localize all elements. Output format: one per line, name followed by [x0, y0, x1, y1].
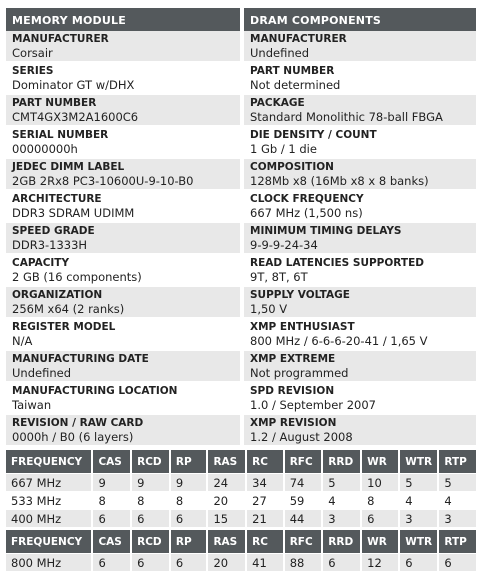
table-cell: 9	[171, 473, 209, 491]
table-cell: 21	[247, 509, 285, 527]
dram-spec-cell	[244, 255, 476, 285]
table-cell: 6	[132, 553, 171, 571]
dram-components-header: DRAM COMPONENTS	[244, 8, 476, 32]
column-header: WTR	[400, 450, 439, 473]
memory-module-header: MEMORY MODULE	[6, 8, 240, 32]
spec-value: Corsair	[12, 46, 53, 60]
spec-label: SERIAL NUMBER	[12, 129, 109, 141]
spec-label: MINIMUM TIMING DELAYS	[250, 225, 402, 237]
spec-row	[6, 191, 476, 221]
column-header: RC	[247, 450, 285, 473]
spec-label: CLOCK FREQUENCY	[250, 193, 364, 205]
table-cell: 533 MHz	[6, 491, 93, 509]
spec-row	[6, 127, 476, 157]
table-cell: 6	[171, 509, 209, 527]
table-cell: 74	[285, 473, 324, 491]
spec-label: SPEED GRADE	[12, 225, 95, 237]
table-cell: 4	[323, 491, 362, 509]
spec-value: 1.2 / August 2008	[250, 430, 353, 444]
spec-value: 256M x64 (2 ranks)	[12, 302, 125, 316]
column-header: RFC	[285, 450, 324, 473]
spec-label: JEDEC DIMM LABEL	[12, 161, 125, 173]
table-cell: 10	[362, 473, 400, 491]
timing-header-row	[6, 530, 476, 553]
spec-value: 1,50 V	[250, 302, 288, 316]
module-spec-cell	[6, 255, 240, 285]
spec-value: 800 MHz / 6-6-6-20-41 / 1,65 V	[250, 334, 428, 348]
table-cell: 5	[439, 473, 476, 491]
spec-grid	[6, 31, 476, 447]
table-cell: 59	[285, 491, 324, 509]
spec-label: REGISTER MODEL	[12, 321, 116, 333]
spec-row	[6, 255, 476, 285]
module-spec-cell	[6, 191, 240, 221]
spec-label: SPD REVISION	[250, 385, 335, 397]
timing-header-row	[6, 450, 476, 473]
dram-spec-cell	[244, 191, 476, 221]
table-cell: 3	[439, 509, 476, 527]
table-cell: 800 MHz	[6, 553, 93, 571]
spec-row	[6, 95, 476, 125]
column-header: RP	[171, 530, 209, 553]
table-cell: 6	[362, 509, 400, 527]
table-cell: 8	[93, 491, 132, 509]
dram-spec-cell	[244, 95, 476, 125]
table-cell: 20	[208, 491, 247, 509]
table-cell: 6	[132, 509, 171, 527]
spec-label: SERIES	[12, 65, 54, 77]
spec-value: 667 MHz (1,500 ns)	[250, 206, 363, 220]
spec-value: CMT4GX3M2A1600C6	[12, 110, 139, 124]
dram-spec-cell	[244, 127, 476, 157]
table-row	[6, 553, 476, 571]
column-header: FREQUENCY	[6, 450, 93, 473]
dram-spec-cell	[244, 159, 476, 189]
spec-value: 0000h / B0 (6 layers)	[12, 430, 134, 444]
spec-row	[6, 415, 476, 445]
section-headers	[0, 8, 476, 32]
table-cell: 8	[362, 491, 400, 509]
dram-spec-cell	[244, 383, 476, 413]
spec-value: 2GB 2Rx8 PC3-10600U-9-10-B0	[12, 174, 194, 188]
jedec-timing-table	[6, 450, 476, 527]
spec-value: DDR3-1333H	[12, 238, 88, 252]
spec-label: XMP REVISION	[250, 417, 337, 429]
spec-row	[6, 383, 476, 413]
dram-spec-cell	[244, 287, 476, 317]
column-header: FREQUENCY	[6, 530, 93, 553]
table-cell: 6	[323, 553, 362, 571]
table-cell: 3	[323, 509, 362, 527]
spec-label: XMP EXTREME	[250, 353, 336, 365]
table-cell: 8	[132, 491, 171, 509]
xmp-timing-table	[6, 530, 476, 571]
table-cell: 24	[208, 473, 247, 491]
spec-label: MANUFACTURER	[250, 33, 347, 45]
module-spec-cell	[6, 159, 240, 189]
table-cell: 20	[208, 553, 247, 571]
table-cell: 5	[400, 473, 439, 491]
spec-value: 2 GB (16 components)	[12, 270, 142, 284]
column-header: WR	[362, 530, 400, 553]
module-spec-cell	[6, 415, 240, 445]
table-cell: 400 MHz	[6, 509, 93, 527]
spec-value: Dominator GT w/DHX	[12, 78, 135, 92]
dram-spec-cell	[244, 415, 476, 445]
table-cell: 6	[439, 553, 476, 571]
spec-label: XMP ENTHUSIAST	[250, 321, 355, 333]
spec-row	[6, 319, 476, 349]
column-header: RRD	[323, 530, 362, 553]
spec-label: SUPPLY VOLTAGE	[250, 289, 350, 301]
spec-label: ARCHITECTURE	[12, 193, 102, 205]
column-header: RAS	[208, 450, 247, 473]
table-cell: 4	[400, 491, 439, 509]
column-header: RRD	[323, 450, 362, 473]
spec-value: Taiwan	[12, 398, 52, 412]
spec-value: Standard Monolithic 78-ball FBGA	[250, 110, 443, 124]
spec-value: DDR3 SDRAM UDIMM	[12, 206, 135, 220]
column-header: RTP	[439, 450, 476, 473]
module-spec-cell	[6, 351, 240, 381]
module-spec-cell	[6, 127, 240, 157]
table-cell: 15	[208, 509, 247, 527]
module-spec-cell	[6, 287, 240, 317]
table-cell: 6	[171, 553, 209, 571]
column-header: CAS	[93, 450, 132, 473]
table-cell: 4	[439, 491, 476, 509]
module-spec-cell	[6, 223, 240, 253]
table-cell: 8	[171, 491, 209, 509]
table-cell: 5	[323, 473, 362, 491]
column-header: RAS	[208, 530, 247, 553]
spec-label: MANUFACTURER	[12, 33, 109, 45]
spec-label: DIE DENSITY / COUNT	[250, 129, 377, 141]
spec-label: PART NUMBER	[250, 65, 335, 77]
dram-spec-cell	[244, 319, 476, 349]
spec-value: 9-9-9-24-34	[250, 238, 318, 252]
table-row	[6, 509, 476, 527]
column-header: RC	[247, 530, 285, 553]
spec-label: MANUFACTURING LOCATION	[12, 385, 178, 397]
table-cell: 9	[132, 473, 171, 491]
spec-label: MANUFACTURING DATE	[12, 353, 149, 365]
column-header: RFC	[285, 530, 324, 553]
spec-label: READ LATENCIES SUPPORTED	[250, 257, 424, 269]
spec-value: Undefined	[250, 46, 309, 60]
spec-row	[6, 159, 476, 189]
module-spec-cell	[6, 95, 240, 125]
dram-spec-cell	[244, 223, 476, 253]
spec-row	[6, 31, 476, 61]
table-row	[6, 491, 476, 509]
spec-label: CAPACITY	[12, 257, 70, 269]
dram-spec-cell	[244, 351, 476, 381]
spec-value: 9T, 8T, 6T	[250, 270, 308, 284]
column-header: RP	[171, 450, 209, 473]
column-header: RTP	[439, 530, 476, 553]
table-cell: 6	[93, 553, 132, 571]
module-spec-cell	[6, 383, 240, 413]
table-cell: 6	[93, 509, 132, 527]
table-row	[6, 473, 476, 491]
table-cell: 9	[93, 473, 132, 491]
spec-label: ORGANIZATION	[12, 289, 103, 301]
table-cell: 88	[285, 553, 324, 571]
table-cell: 27	[247, 491, 285, 509]
table-cell: 12	[362, 553, 400, 571]
spec-value: Undefined	[12, 366, 71, 380]
spec-row	[6, 351, 476, 381]
module-spec-cell	[6, 31, 240, 61]
spec-row	[6, 287, 476, 317]
spec-value: 1.0 / September 2007	[250, 398, 376, 412]
spec-label: REVISION / RAW CARD	[12, 417, 144, 429]
spec-label: COMPOSITION	[250, 161, 334, 173]
column-header: CAS	[93, 530, 132, 553]
dram-spec-cell	[244, 63, 476, 93]
dram-spec-cell	[244, 31, 476, 61]
spec-row	[6, 63, 476, 93]
column-header: WTR	[400, 530, 439, 553]
table-cell: 667 MHz	[6, 473, 93, 491]
spec-value: Not determined	[250, 78, 341, 92]
spec-value: 00000000h	[12, 142, 78, 156]
module-spec-cell	[6, 63, 240, 93]
table-cell: 41	[247, 553, 285, 571]
spec-label: PACKAGE	[250, 97, 305, 109]
column-header: RCD	[132, 530, 171, 553]
column-header: WR	[362, 450, 400, 473]
table-cell: 44	[285, 509, 324, 527]
spec-value: 1 Gb / 1 die	[250, 142, 317, 156]
spec-value: Not programmed	[250, 366, 349, 380]
spec-label: PART NUMBER	[12, 97, 97, 109]
spec-value: 128Mb x8 (16Mb x8 x 8 banks)	[250, 174, 429, 188]
spec-value: N/A	[12, 334, 33, 348]
spec-row	[6, 223, 476, 253]
table-cell: 3	[400, 509, 439, 527]
table-cell: 6	[400, 553, 439, 571]
module-spec-cell	[6, 319, 240, 349]
column-header: RCD	[132, 450, 171, 473]
table-cell: 34	[247, 473, 285, 491]
